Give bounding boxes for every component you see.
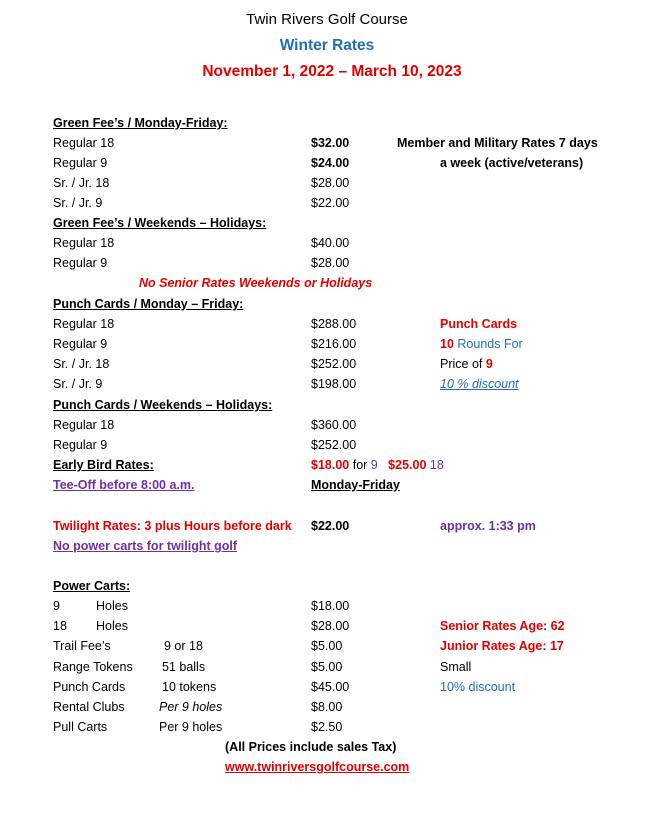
twilight-time: approx. 1:33 pm — [440, 519, 536, 533]
punch-cards-side-title: Punch Cards — [440, 317, 518, 331]
rate-label: Regular 18 — [53, 136, 115, 150]
power-carts-heading: Power Carts: — [53, 579, 131, 593]
rate-label: Trail Fee’s — [53, 639, 111, 653]
rate-detail: 51 balls — [162, 660, 206, 674]
twilight-label: Twilight Rates: 3 plus Hours before dark — [53, 519, 292, 533]
rate-label: Sr. / Jr. 18 — [53, 176, 110, 190]
website-link[interactable]: www.twinriversgolfcourse.com — [225, 760, 410, 774]
rate-price: $45.00 — [311, 680, 350, 694]
rate-label: Rental Clubs — [53, 700, 125, 714]
punch-rounds-note: 10 Rounds For — [440, 337, 523, 351]
rate-label: Sr. / Jr. 9 — [53, 196, 103, 210]
rate-price: $216.00 — [311, 337, 357, 351]
rate-label: Regular 18 — [53, 317, 115, 331]
punch-price-of-note: Price of 9 — [440, 357, 493, 371]
junior-age-note: Junior Rates Age: 17 — [440, 639, 564, 653]
rate-price: $8.00 — [311, 700, 343, 714]
rate-price: $22.00 — [311, 196, 350, 210]
rate-detail: 10 tokens — [162, 680, 217, 694]
course-name: Twin Rivers Golf Course — [246, 11, 408, 28]
rate-detail: Per 9 holes — [159, 720, 223, 734]
punch-weekend-heading: Punch Cards / Weekends – Holidays: — [53, 398, 273, 412]
rate-label: Pull Carts — [53, 720, 108, 734]
rate-price: $2.50 — [311, 720, 343, 734]
tax-note: (All Prices include sales Tax) — [225, 740, 397, 754]
rate-label: Sr. / Jr. 9 — [53, 377, 103, 391]
rate-price: $252.00 — [311, 438, 357, 452]
rate-price: $5.00 — [311, 660, 343, 674]
rate-label: Regular 9 — [53, 438, 108, 452]
tee-off-note: Tee-Off before 8:00 a.m. — [53, 478, 195, 492]
rate-price: $28.00 — [311, 619, 350, 633]
twilight-cart-note: No power carts for twilight golf — [53, 539, 238, 553]
cart-holes-label: Holes — [96, 599, 128, 613]
rate-detail: Per 9 holes — [159, 700, 223, 714]
punch-weekday-heading: Punch Cards / Monday – Friday: — [53, 297, 244, 311]
rate-price: $28.00 — [311, 256, 350, 270]
early-bird-days: Monday-Friday — [311, 478, 400, 492]
rate-price: $18.00 — [311, 599, 350, 613]
early-bird-prices: $18.00 for 9 $25.00 18 — [311, 458, 444, 472]
punch-discount-note: 10 % discount — [440, 377, 519, 391]
rate-label: Range Tokens — [53, 660, 133, 674]
rate-price: $360.00 — [311, 418, 357, 432]
rate-price: $28.00 — [311, 176, 350, 190]
rate-label: Sr. / Jr. 18 — [53, 357, 110, 371]
season-dates: November 1, 2022 – March 10, 2023 — [202, 63, 462, 80]
cart-holes-num: 18 — [53, 619, 67, 633]
rate-detail: 9 or 18 — [164, 639, 203, 653]
green-weekend-heading: Green Fee’s / Weekends – Holidays: — [53, 216, 267, 230]
rate-price: $288.00 — [311, 317, 357, 331]
rate-label: Punch Cards — [53, 680, 126, 694]
rate-label: Regular 9 — [53, 337, 108, 351]
rate-price: $198.00 — [311, 377, 357, 391]
rate-label: Regular 18 — [53, 418, 115, 432]
small-note: Small — [440, 660, 472, 674]
rate-label: Regular 9 — [53, 256, 108, 270]
senior-age-note: Senior Rates Age: 62 — [440, 619, 565, 633]
rate-price: $24.00 — [311, 156, 350, 170]
rate-price: $40.00 — [311, 236, 350, 250]
no-senior-weekend-note: No Senior Rates Weekends or Holidays — [139, 276, 373, 290]
twilight-price: $22.00 — [311, 519, 350, 533]
early-bird-heading: Early Bird Rates: — [53, 458, 154, 472]
page-title: Winter Rates — [279, 37, 375, 54]
rate-label: Regular 18 — [53, 236, 115, 250]
member-military-note: Member and Military Rates 7 days — [397, 136, 598, 150]
rate-price: $32.00 — [311, 136, 350, 150]
rate-price: $252.00 — [311, 357, 357, 371]
green-weekday-heading: Green Fee’s / Monday-Friday: — [53, 116, 228, 130]
rate-price: $5.00 — [311, 639, 343, 653]
cart-holes-num: 9 — [53, 599, 60, 613]
rate-label: Regular 9 — [53, 156, 108, 170]
cart-holes-label: Holes — [96, 619, 128, 633]
member-military-note-cont: a week (active/veterans) — [440, 156, 584, 170]
small-discount-note: 10% discount — [440, 680, 516, 694]
